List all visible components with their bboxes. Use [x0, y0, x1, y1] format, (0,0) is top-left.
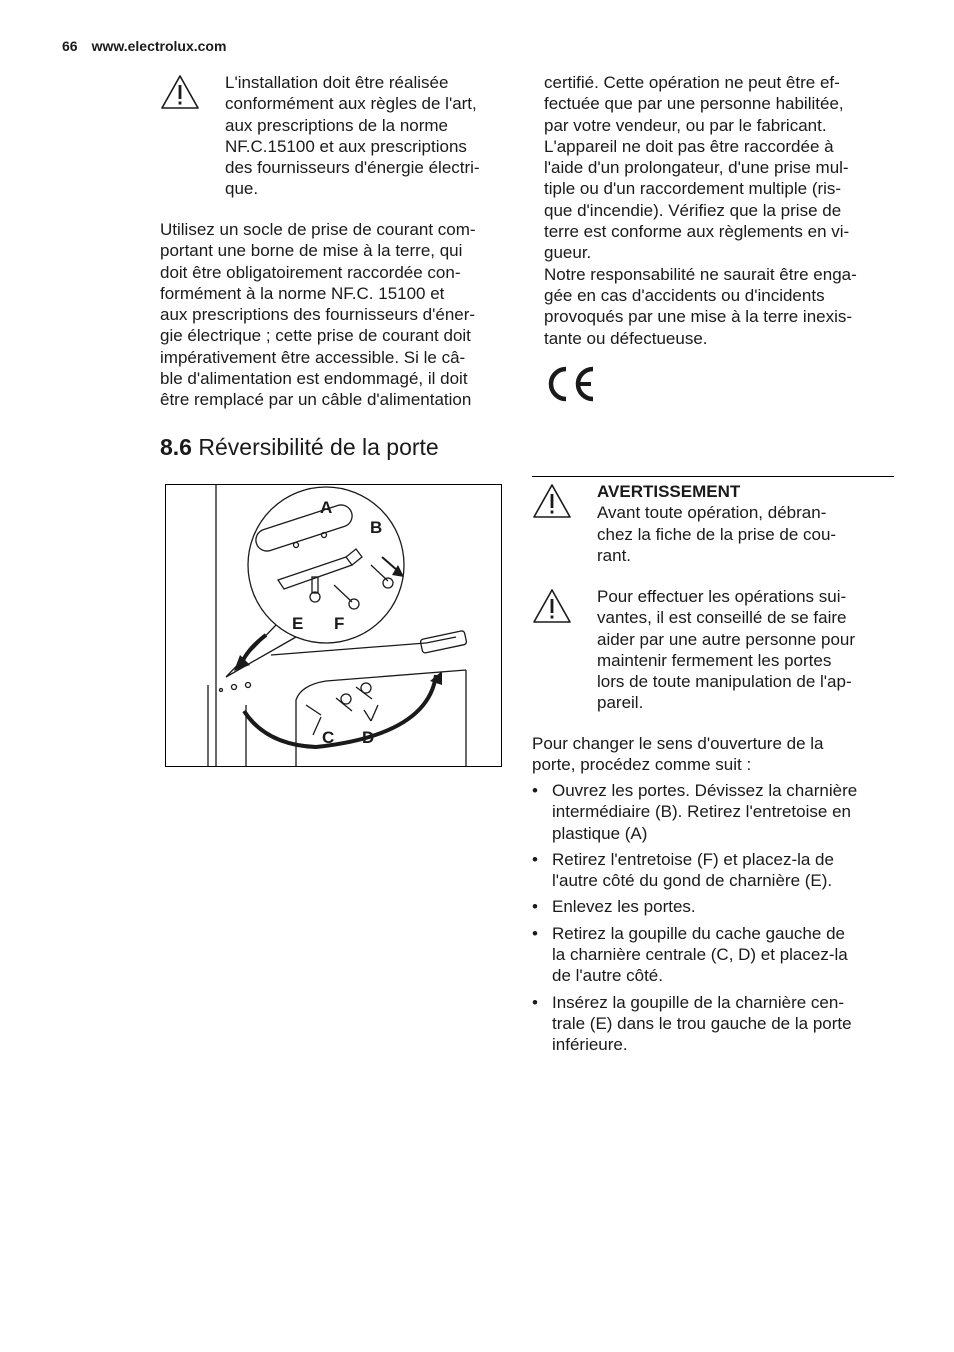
grounding-paragraph: Utilisez un socle de prise de courant com- portant une borne de mise à la terre, qui doit être obligatoirement raccordée con- formément à la norme NF.C. 15100 et aux prescriptions des fournisseurs d'éner- gie électrique ; cette prise de courant doit impérativement être accessible. Si le câ- ble d'alimentation est endommagé, il doit être remplacé par un câble d'alimentation: [160, 220, 476, 410]
warning-installation-text: L'installation doit être réalisée conformément aux règles de l'art, aux prescriptions de la norme NF.C.15100 et aux prescriptions des fournisseurs d'énergie électri- que.: [225, 73, 480, 199]
warning-triangle-icon: [160, 74, 200, 110]
label-B: B: [370, 518, 383, 537]
section-rule: [532, 476, 894, 477]
page-header: [62, 38, 226, 54]
label-F: F: [334, 614, 345, 633]
door-reversal-figure: [165, 484, 502, 767]
label-E: E: [292, 614, 304, 633]
list-item: • Retirez la goupille du cache gauche de la charnière centrale (C, D) et placez-la de l'autre côté.: [532, 923, 902, 987]
label-C: C: [322, 728, 335, 747]
warning-triangle-icon: [532, 588, 572, 624]
section-title-text: Réversibilité de la porte: [198, 434, 439, 460]
procedure-intro: Pour changer le sens d'ouverture de la porte, procédez comme suit :: [532, 734, 824, 775]
label-A: A: [320, 498, 333, 517]
list-item: • Enlevez les portes.: [532, 896, 902, 917]
site-url: www.electrolux.com: [91, 38, 227, 54]
procedure-steps: [532, 780, 902, 1061]
list-item: • Insérez la goupille de la charnière cen- trale (E) dans le trou gauche de la porte inférieure.: [532, 992, 902, 1056]
hinge-diagram: [166, 485, 501, 766]
warning-triangle-icon: [532, 483, 572, 519]
list-item: • Ouvrez les portes. Dévissez la charnière intermédiaire (B). Retirez l'entretoise en plastique (A): [532, 780, 902, 844]
warning-title: AVERTISSEMENT: [597, 482, 741, 501]
caution-box-text: Pour effectuer les opérations sui- vantes, il est conseillé de se faire aider par une autre personne pour maintenir fermement les portes lors de toute manipulation de l'ap- pareil.: [597, 587, 856, 713]
certification-paragraph: certifié. Cette opération ne peut être ef- fectuée que par une personne habilitée, par votre vendeur, ou par le fabricant. L'appareil ne doit pas être raccordée à l'aide d'un prolongateur, d'une prise mul- tiple ou d'un raccordement multiple (ris- que d'incendie). Vérifiez que la prise de terre est conforme aux règlements en vi- gueur. Notre responsabilité ne saurait être enga- gée en cas d'accidents ou d'incidents provoqués par une mise à la terre inexis- tante ou défectueuse.: [544, 73, 857, 348]
warning-box-text: AVERTISSEMENT Avant toute opération, débran- chez la fiche de la prise de cou- rant.: [597, 482, 837, 565]
page-number: 66: [62, 38, 78, 54]
section-title: [160, 434, 439, 461]
label-D: D: [362, 728, 375, 747]
list-item: • Retirez l'entretoise (F) et placez-la de l'autre côté du gond de charnière (E).: [532, 849, 902, 892]
ce-mark-icon: [544, 366, 596, 402]
section-number: 8.6: [160, 434, 192, 460]
